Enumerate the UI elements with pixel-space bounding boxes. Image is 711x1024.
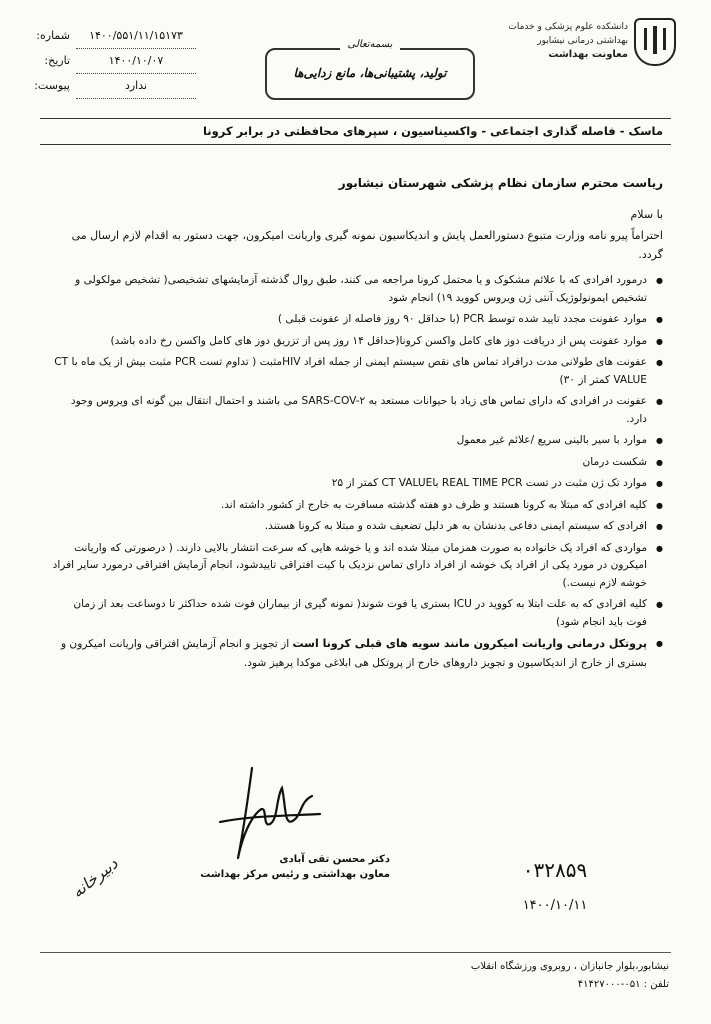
signer-name: دکتر محسن تقی آبادی <box>279 854 390 865</box>
letter-number-label: شماره: <box>36 29 70 42</box>
list-item: ● موارد عفونت مجدد تایید شده توسط PCR (با حداقل ۹۰ روز فاصله از عفونت قبلی ) <box>51 311 663 329</box>
letter-subject: ماسک - فاصله گذاری اجتماعی - واکسیناسیون ، سپرهای محافظتی در برابر کرونا <box>202 124 663 138</box>
handwritten-note <box>18 822 178 932</box>
final-item-bold: پروتکل درمانی واریانت امیکرون مانند سویه های قبلی کرونا است <box>292 637 647 650</box>
bismillah-label: بسمه‌تعالی <box>340 39 400 50</box>
list-item: ● افرادی که سیستم ایمنی دفاعی بدنشان به هر دلیل تضعیف شده و مبتلا به کرونا هستند. <box>51 518 663 536</box>
letter-recipient: ریاست محترم سازمان نظام پزشکی شهرستان نیشابور <box>338 176 663 190</box>
list-item: ● کلیه افرادی که مبتلا به کرونا هستند و ظرف دو هفته گذشته مسافرت به خارج از کشور داشته اند. <box>51 497 663 515</box>
footer-phone: تلفن : ۰۵۱-۴۱۴۲۷۰۰۰ <box>577 979 669 990</box>
list-item: ● موارد عفونت پس از دریافت دوز های کامل واکسن کرونا(حداقل ۱۴ روز پس از تزریق دوز های کامل واکسن رخ داده باشد) <box>51 333 663 351</box>
list-item: ● موارد تک ژن مثبت در تست REAL TIME PCR باCT VALUE کمتر از ۲۵ <box>51 475 663 493</box>
criteria-list <box>51 272 663 676</box>
letter-footer <box>349 958 669 994</box>
organization-name <box>498 20 628 62</box>
list-item: ● شکست درمان <box>51 454 663 472</box>
subject-divider <box>40 144 671 145</box>
registration-number-stamp: ۰۳۲۸۵۹ <box>522 858 588 882</box>
letter-attachment-label: پیوست: <box>34 79 70 92</box>
year-slogan: تولید، پشتیبانی‌ها، مانع زدایی‌ها <box>293 66 447 80</box>
handwritten-note-text: دبیرخانه <box>67 853 122 902</box>
list-item: ● عفونت های طولانی مدت درافراد تماس های نقص سیستم ایمنی از جمله افراد HIVمثبت ( تداوم تست PCR مثبت بیش از یک ماه با CT VALUE کمتر از ۳۰) <box>51 354 663 389</box>
letter-intro: احتراماً پیرو نامه وزارت متبوع دستورالعمل پایش و اندیکاسیون نمونه گیری واریانت امیکرون، جهت دستور به اقدام لازم ارسال می گردد. <box>71 229 663 261</box>
letter-number-row <box>30 24 260 49</box>
list-item: ● مواردی که افراد یک خانواده به صورت همزمان مبتلا شده اند و یا خوشه هایی که سرعت انتشار بالایی دارند. ( درصورتی که واریانت امیکرون در مورد یکی از افراد یک خوشه از افراد دارای تماس نزدیک با کیت افتراقی تاییدشود، انجام آزمایش افتراقی درمورد سایر افراد خوشه لازم نیست.) <box>51 540 663 593</box>
letter-date-label: تاریخ: <box>44 54 70 67</box>
list-item: ● عفونت در افرادی که دارای تماس های زیاد با حیوانات مستعد به SARS-COV-۲ می باشند و احتمال انتقال بین گونه ای ویروس وجود دارد. <box>51 393 663 428</box>
list-item-final <box>51 635 663 672</box>
letter-date-value: ۱۴۰۰/۱۰/۰۷ <box>76 49 196 74</box>
header-divider <box>40 118 671 119</box>
org-line-1: دانشکده علوم پزشکی و خدمات بهداشتی درمانی نیشابور <box>508 22 628 46</box>
letterhead <box>10 18 700 118</box>
list-item: ● کلیه افرادی که به علت ابتلا به کووید در ICU بستری یا فوت شوند( نمونه گیری از بیماران فوت شده حداکثر تا دوساعت بعد از زمان فوت باید انجام شود) <box>51 596 663 631</box>
list-item: ● موارد با سیر بالینی سریع /علائم غیر معمول <box>51 432 663 450</box>
org-line-2: معاونت بهداشت <box>548 49 628 60</box>
letter-date-row <box>30 49 260 74</box>
footer-divider <box>40 952 671 953</box>
signer-title: معاون بهداشتی و رئیس مرکز بهداشت <box>200 869 390 880</box>
university-logo-icon <box>634 18 676 66</box>
letter-number-value: ۱۴۰۰/۵۵۱/۱۱/۱۵۱۷۳ <box>76 24 196 49</box>
letter-attachment-row <box>30 74 260 99</box>
footer-address: نیشابور،بلوار جانبازان ، روبروی ورزشگاه انقلاب <box>470 961 669 972</box>
year-slogan-box <box>265 39 475 100</box>
letter-greeting: با سلام <box>630 208 663 221</box>
final-item-rest: از تجویز و انجام آزمایش افتراقی واریانت امیکرون و بستری از خارج از اندیکاسیون و تجویز داروهای خارج از پروتکل هی ابلاغی موکدا پرهیز شود. <box>60 638 647 669</box>
letter-attachment-value: ندارد <box>76 74 196 99</box>
signer-block <box>180 852 390 882</box>
letter-meta <box>30 24 260 99</box>
list-item: ● درمورد افرادی که با علائم مشکوک و یا محتمل کرونا مراجعه می کنند، طبق روال گذشته آزمایشهای تشخیصی( تشخیص مولکولی و تشخیص ایمونولوژیک آنتی ژن ویروس کووید ۱۹) انجام شود <box>51 272 663 307</box>
registration-date-stamp: ۱۴۰۰/۱۰/۱۱ <box>522 898 588 913</box>
